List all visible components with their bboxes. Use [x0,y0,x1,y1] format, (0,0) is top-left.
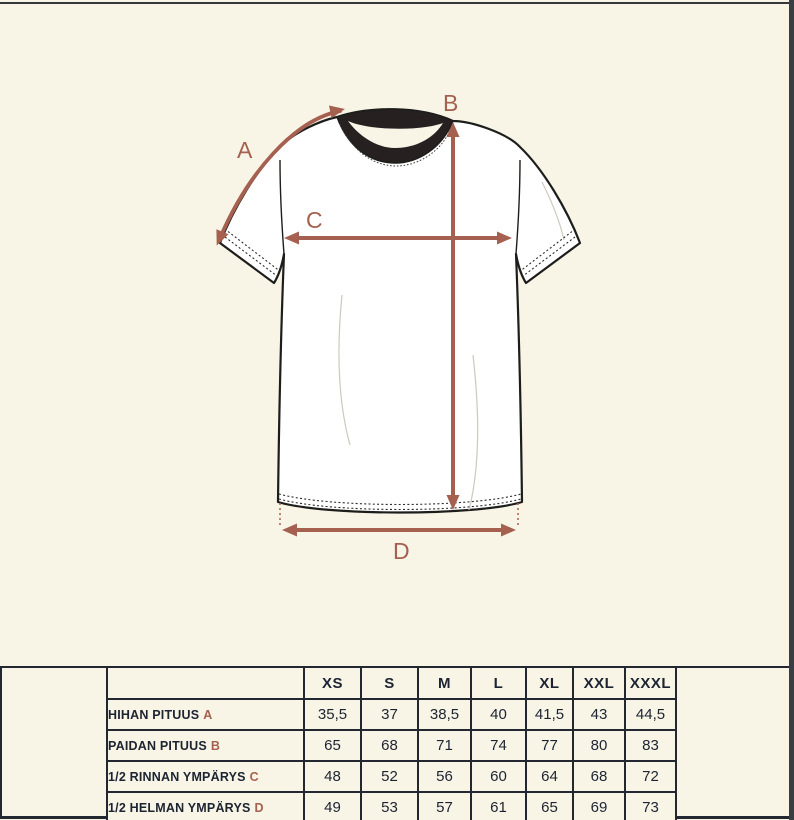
size-table-band [0,666,789,819]
measure-label-b: B [443,90,460,116]
measurement-value: 71 [418,730,471,761]
tshirt-outline [220,109,580,512]
right-border-rule [789,0,794,820]
measurement-value: 68 [361,730,418,761]
size-header: XXXL [625,667,676,699]
measurement-label: 1/2 RINNAN YMPÄRYS C [107,761,304,792]
measurement-value: 56 [418,761,471,792]
measurement-value: 37 [361,699,418,730]
table-row [107,792,676,820]
measurement-value: 44,5 [625,699,676,730]
measurement-value: 61 [471,792,526,820]
measurement-value: 38,5 [418,699,471,730]
measurement-label: 1/2 HELMAN YMPÄRYS D [107,792,304,820]
measurement-letter: D [254,800,264,815]
measurement-letter: C [249,769,259,784]
measurement-value: 72 [625,761,676,792]
measurement-value: 53 [361,792,418,820]
size-header: L [471,667,526,699]
measurement-value: 48 [304,761,361,792]
measure-label-c: C [306,207,324,233]
measurement-value: 40 [471,699,526,730]
measurement-value: 64 [526,761,573,792]
measurement-value: 65 [304,730,361,761]
measurement-label: PAIDAN PITUUS B [107,730,304,761]
table-row [107,699,676,730]
size-header: S [361,667,418,699]
corner-cell [107,667,304,699]
measure-label-d: D [393,538,411,564]
measurement-label: HIHAN PITUUS A [107,699,304,730]
size-header: XXL [573,667,625,699]
measurement-value: 52 [361,761,418,792]
measurement-value: 35,5 [304,699,361,730]
measurement-value: 57 [418,792,471,820]
size-table [106,666,677,820]
measurement-letter: B [210,738,221,753]
measurement-value: 65 [526,792,573,820]
measurement-value: 74 [471,730,526,761]
measurement-value: 60 [471,761,526,792]
measurement-value: 83 [625,730,676,761]
measurement-value: 49 [304,792,361,820]
measurement-letter: A [203,707,213,722]
table-row [107,761,676,792]
measurement-value: 68 [573,761,625,792]
size-header: M [418,667,471,699]
size-table-header-row [107,667,676,699]
measure-label-a: A [237,137,254,163]
measurement-value: 41,5 [526,699,573,730]
size-header: XL [526,667,573,699]
top-border-rule [0,2,794,4]
measurement-value: 73 [625,792,676,820]
tshirt-diagram [190,90,610,570]
measurement-value: 43 [573,699,625,730]
measurement-value: 77 [526,730,573,761]
measurement-value: 69 [573,792,625,820]
table-row [107,730,676,761]
measurement-value: 80 [573,730,625,761]
size-header: XS [304,667,361,699]
